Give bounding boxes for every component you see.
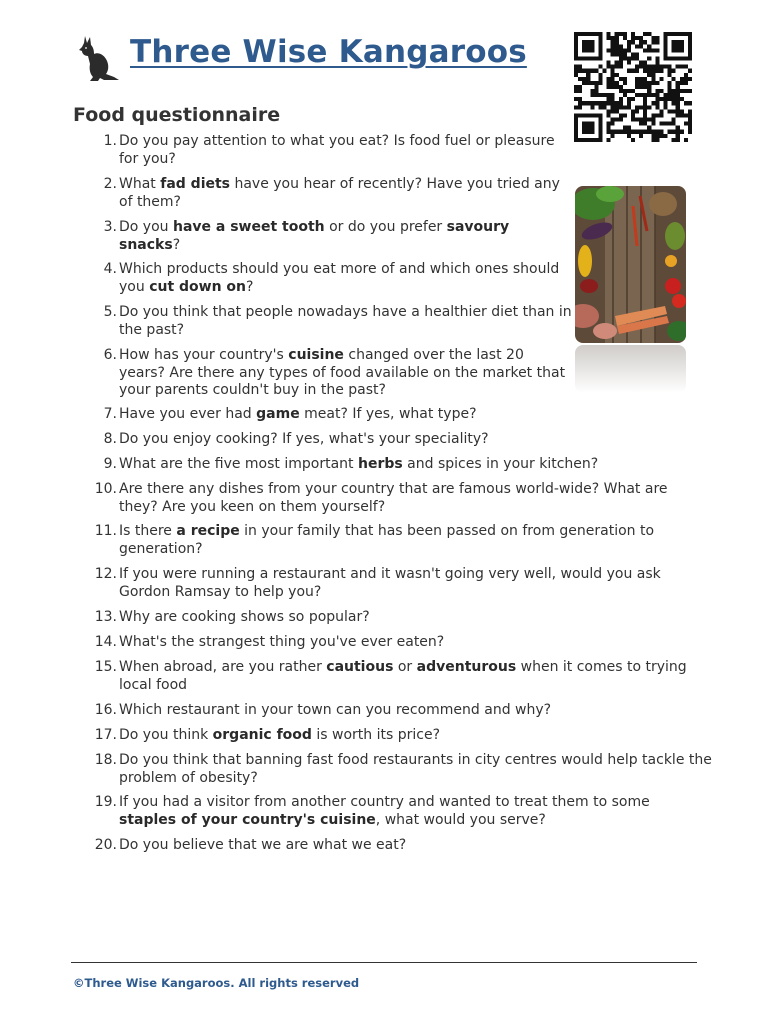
question-number: 4.	[103, 261, 117, 277]
question-text	[73, 609, 703, 627]
question-text	[73, 456, 703, 474]
question-item	[73, 219, 703, 254]
question-number: 1.	[103, 133, 117, 149]
question-fragment: you	[119, 278, 150, 295]
question-item	[73, 702, 703, 720]
question-item	[73, 347, 703, 400]
question-item	[73, 659, 703, 694]
question-text	[73, 702, 703, 720]
question-item	[73, 431, 703, 449]
question-text	[73, 659, 703, 694]
question-fragment: Do you believe that we are what we eat?	[119, 837, 407, 853]
question-item	[73, 261, 703, 296]
footer-copyright: ©Three Wise Kangaroos. All rights reserved	[73, 976, 360, 990]
question-fragment: and spices in your kitchen?	[402, 456, 599, 472]
key-phrase: organic food	[212, 727, 312, 743]
key-phrase: a recipe	[176, 523, 240, 539]
question-fragment: Do you enjoy cooking? If yes, what's your speciality?	[119, 431, 489, 447]
question-fragment: Do you pay attention to what you eat? Is food fuel or pleasure	[119, 133, 555, 149]
question-fragment: Have you ever had	[119, 406, 257, 422]
question-fragment: Why are cooking shows so popular?	[119, 609, 370, 625]
question-item	[73, 133, 703, 168]
question-text	[73, 523, 703, 558]
question-item	[73, 481, 703, 516]
question-item	[73, 634, 703, 652]
question-fragment: Do you think	[119, 727, 213, 743]
question-item	[73, 406, 703, 424]
question-text	[73, 481, 703, 516]
question-fragment: What	[119, 176, 161, 192]
question-text	[73, 566, 703, 601]
question-text	[73, 794, 703, 829]
question-text	[73, 176, 703, 211]
question-item	[73, 752, 712, 787]
question-fragment: when it comes to trying	[516, 659, 687, 675]
question-number: 8.	[103, 431, 117, 447]
question-number: 14.	[94, 634, 117, 650]
section-title: Food questionnaire	[73, 104, 281, 126]
question-number: 18.	[94, 752, 117, 768]
question-fragment: Do you think that banning fast food restaurants in city centres would help tackle the	[119, 752, 712, 768]
question-text	[73, 261, 703, 296]
question-fragment: Do you	[119, 219, 173, 235]
question-number: 12.	[94, 566, 117, 582]
key-phrase: have a sweet tooth	[172, 219, 325, 235]
question-text	[73, 133, 703, 168]
question-text	[73, 304, 703, 339]
question-fragment: have you hear of recently? Have you tried any	[230, 176, 560, 192]
question-fragment: is worth its price?	[311, 727, 441, 743]
question-fragment: Are there any dishes from your country that are famous world-wide? What are	[119, 481, 668, 497]
question-text	[73, 634, 703, 652]
question-number: 17.	[94, 727, 117, 743]
key-phrase: cautious	[326, 659, 394, 675]
key-phrase: snacks	[119, 236, 173, 253]
question-fragment: local food	[119, 676, 188, 693]
question-number: 10.	[94, 481, 117, 497]
question-number: 2.	[103, 176, 117, 192]
question-text	[73, 837, 703, 855]
brand-title-link[interactable]: Three Wise Kangaroos	[130, 34, 527, 70]
question-number: 16.	[94, 702, 117, 718]
question-fragment: What's the strangest thing you've ever eaten?	[119, 634, 445, 650]
key-phrase: fad diets	[160, 176, 231, 192]
question-fragment: generation?	[119, 540, 203, 557]
kangaroo-logo-icon	[76, 34, 120, 82]
question-fragment: in your family that has been passed on from generation to	[239, 523, 655, 539]
question-number: 6.	[103, 347, 117, 363]
question-item	[73, 837, 703, 855]
question-item	[73, 523, 703, 558]
key-phrase: adventurous	[416, 659, 517, 675]
question-fragment: Which restaurant in your town can you recommend and why?	[119, 702, 552, 718]
key-phrase: savoury	[446, 219, 510, 235]
question-fragment: for you?	[119, 150, 176, 167]
question-text	[73, 727, 703, 745]
question-fragment: or do you prefer	[324, 219, 447, 235]
question-item	[73, 794, 703, 829]
question-text	[73, 219, 703, 254]
question-fragment: of them?	[119, 193, 181, 210]
question-fragment: or	[393, 659, 417, 675]
footer-divider	[71, 962, 697, 963]
question-item	[73, 456, 703, 474]
question-item	[73, 176, 703, 211]
question-fragment: , what would you serve?	[375, 811, 546, 828]
question-item	[73, 304, 703, 339]
question-fragment: How has your country's	[119, 347, 289, 363]
question-fragment: When abroad, are you rather	[119, 659, 327, 675]
question-text	[73, 406, 703, 424]
question-number: 20.	[94, 837, 117, 853]
key-phrase: staples of your country's cuisine	[119, 811, 376, 828]
question-fragment: meat? If yes, what type?	[299, 406, 477, 422]
question-text	[73, 752, 712, 787]
question-item	[73, 609, 703, 627]
question-number: 9.	[103, 456, 117, 472]
question-fragment: problem of obesity?	[119, 769, 258, 786]
question-number: 3.	[103, 219, 117, 235]
question-number: 11.	[94, 523, 117, 539]
question-number: 13.	[94, 609, 117, 625]
question-fragment: Which products should you eat more of and which ones should	[119, 261, 560, 277]
question-fragment: If you were running a restaurant and it wasn't going very well, would you ask	[119, 566, 661, 582]
question-fragment: Gordon Ramsay to help you?	[119, 583, 322, 600]
question-fragment: What are the five most important	[119, 456, 358, 472]
question-fragment: ?	[246, 278, 254, 295]
key-phrase: herbs	[357, 456, 403, 472]
qr-code-icon	[574, 32, 692, 142]
question-fragment: ?	[172, 236, 181, 253]
question-number: 5.	[103, 304, 117, 320]
question-number: 7.	[103, 406, 117, 422]
question-text	[73, 347, 703, 400]
question-fragment: the past?	[119, 321, 185, 338]
question-fragment: your parents couldn't buy in the past?	[119, 382, 386, 399]
question-fragment: Is there	[119, 523, 177, 539]
key-phrase: game	[256, 406, 300, 422]
question-number: 15.	[94, 659, 117, 675]
question-fragment: changed over the last 20	[343, 347, 524, 363]
question-text	[73, 431, 703, 449]
question-item	[73, 566, 703, 601]
key-phrase: cuisine	[288, 347, 344, 363]
question-fragment: Do you think that people nowadays have a healthier diet than in	[119, 304, 572, 320]
question-item	[73, 727, 703, 745]
question-number: 19.	[94, 794, 117, 810]
question-fragment: years? Are there any types of food available on the market that	[119, 364, 566, 381]
question-fragment: If you had a visitor from another country and wanted to treat them to some	[119, 794, 650, 810]
question-fragment: they? Are you keen on them yourself?	[119, 498, 386, 515]
key-phrase: cut down on	[149, 278, 247, 295]
